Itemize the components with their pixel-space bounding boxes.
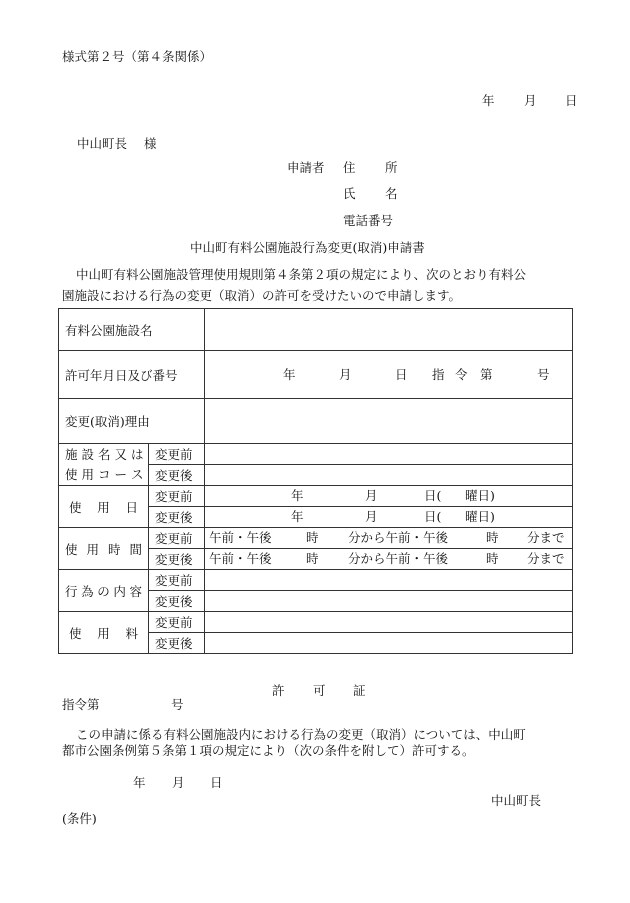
ut-3: 時 <box>107 541 121 557</box>
applicant-name-label-2: 名 <box>385 186 398 201</box>
reason-field[interactable] <box>205 399 573 444</box>
ut-before-hour: 時 <box>306 530 319 545</box>
ct-3: の <box>97 583 110 599</box>
fc1-1: 施 <box>65 446 78 462</box>
ut-before-minute-to: 分まで <box>527 530 565 545</box>
permit-order-1: 指 <box>432 366 445 382</box>
application-table <box>58 308 573 654</box>
fee-after-field[interactable] <box>205 633 573 654</box>
ut-after-minute-from: 分から午前・午後 <box>348 551 449 566</box>
applicant-name-label-1: 氏 <box>343 186 356 201</box>
permit-date-year: 年 <box>133 775 146 790</box>
ut-before-ampm: 午前・午後 <box>209 530 272 545</box>
permit-date-month: 月 <box>172 775 185 790</box>
facility-course-line-1 <box>65 445 142 465</box>
intro-line-2: 園施設における行為の変更（取消）の許可を受けたいので申請します。 <box>62 288 462 303</box>
ud-before-weekday: 曜日) <box>465 488 495 503</box>
facility-course-before-field[interactable] <box>205 444 573 465</box>
facility-course-after-label: 変更後 <box>149 465 205 486</box>
applicant-address-label-2: 所 <box>385 160 398 175</box>
content-before-field[interactable] <box>205 570 573 591</box>
ut-after-hour2: 時 <box>486 551 499 566</box>
fc2-1: 使 <box>65 466 78 482</box>
use-day-label <box>59 486 149 528</box>
permit-number: 号 <box>537 366 550 382</box>
permit-title-1: 許 <box>272 683 285 698</box>
use-day-after-label: 変更後 <box>149 507 205 528</box>
intro-line-1: 中山町有料公園施設管理使用規則第４条第２項の規定により、次のとおり有料公 <box>76 267 527 282</box>
fee-label <box>59 612 149 654</box>
ut-before-minute-from: 分から午前・午後 <box>348 530 449 545</box>
ut-1: 使 <box>65 541 78 557</box>
permit-date-field[interactable] <box>205 351 573 399</box>
applicant-phone-label: 電話番号 <box>343 213 394 228</box>
fee-before-field[interactable] <box>205 612 573 633</box>
fee-3: 料 <box>125 625 138 641</box>
ud-after-year: 年 <box>291 509 304 524</box>
form-number: 様式第２号（第４条関係） <box>62 49 213 64</box>
fc1-2: 設 <box>81 446 95 462</box>
permit-date-label: 許可年月日及び番号 <box>59 351 205 399</box>
row-fee-before <box>59 612 573 633</box>
ut-after-ampm: 午前・午後 <box>209 551 272 566</box>
ud-after-month: 月 <box>365 509 378 524</box>
ut-2: 用 <box>86 541 99 557</box>
ud-1: 使 <box>69 499 82 515</box>
fc2-5: ス <box>131 466 144 482</box>
use-day-after-field[interactable] <box>205 507 573 528</box>
header-date-year: 年 <box>482 93 495 108</box>
permit-date-day: 日 <box>210 775 223 790</box>
permit-order-3: 第 <box>480 366 493 382</box>
ut-after-minute-to: 分まで <box>527 551 565 566</box>
reason-label: 変更(取消)理由 <box>59 399 205 444</box>
fc1-4: 又 <box>114 446 128 462</box>
ud-before-year: 年 <box>291 488 304 503</box>
use-time-after-field[interactable] <box>205 549 573 570</box>
permit-title-2: 可 <box>313 683 326 698</box>
applicant-address-label-1: 住 <box>343 160 356 175</box>
row-use-time-before <box>59 528 573 549</box>
ut-before-hour2: 時 <box>486 530 499 545</box>
permit-order-suffix: 号 <box>171 697 184 712</box>
fee-after-label: 変更後 <box>149 633 205 654</box>
facility-course-label <box>59 444 149 486</box>
row-facility-course-before <box>59 444 573 465</box>
fee-before-label: 変更前 <box>149 612 205 633</box>
ct-5: 容 <box>129 583 142 599</box>
permit-year: 年 <box>283 366 296 382</box>
ct-1: 行 <box>65 583 78 599</box>
content-after-label: 変更後 <box>149 591 205 612</box>
use-time-before-field[interactable] <box>205 528 573 549</box>
row-permit-date <box>59 351 573 399</box>
content-label <box>59 570 149 612</box>
fee-2: 用 <box>97 625 110 641</box>
ud-before-month: 月 <box>365 488 378 503</box>
ud-2: 用 <box>97 499 110 515</box>
use-time-after-label: 変更後 <box>149 549 205 570</box>
fc1-5: は <box>131 446 144 462</box>
permit-signer: 中山町長 <box>491 793 542 808</box>
facility-name-field[interactable] <box>205 309 573 351</box>
permit-body-line-2: 都市公園条例第５条第１項の規定により（次の条件を附して）許可する。 <box>62 743 475 758</box>
facility-course-line-2 <box>65 465 142 485</box>
permit-day: 日 <box>395 366 408 382</box>
facility-name-label: 有料公園施設名 <box>59 309 205 351</box>
row-use-day-before <box>59 486 573 507</box>
ut-4: 間 <box>129 541 142 557</box>
content-after-field[interactable] <box>205 591 573 612</box>
ut-after-hour: 時 <box>306 551 319 566</box>
addressee-name: 中山町長 <box>77 136 128 151</box>
ct-4: 内 <box>113 583 126 599</box>
applicant-label: 申請者 <box>287 160 325 175</box>
fc2-3: コ <box>98 466 111 482</box>
use-day-before-label: 変更前 <box>149 486 205 507</box>
row-reason <box>59 399 573 444</box>
facility-course-after-field[interactable] <box>205 465 573 486</box>
ud-before-day: 日( <box>424 488 442 503</box>
permit-order-2: 令 <box>455 366 468 382</box>
ud-after-weekday: 曜日) <box>465 509 495 524</box>
fc2-2: 用 <box>81 466 95 482</box>
permit-order-label: 指令第 <box>62 697 100 712</box>
use-time-before-label: 変更前 <box>149 528 205 549</box>
use-time-label <box>59 528 149 570</box>
use-day-before-field[interactable] <box>205 486 573 507</box>
document-title: 中山町有料公園施設行為変更(取消)申請書 <box>190 240 425 255</box>
fee-1: 使 <box>69 625 82 641</box>
permit-conditions: (条件) <box>62 811 97 826</box>
content-before-label: 変更前 <box>149 570 205 591</box>
permit-month: 月 <box>339 366 352 382</box>
row-facility-name <box>59 309 573 351</box>
addressee-honorific: 様 <box>144 136 157 151</box>
ud-3: 日 <box>125 499 138 515</box>
header-date-day: 日 <box>565 93 578 108</box>
permit-body-line-1: この申請に係る有料公園施設内における行為の変更（取消）については、中山町 <box>76 727 526 742</box>
header-date-month: 月 <box>524 93 537 108</box>
ct-2: 為 <box>81 583 94 599</box>
permit-title-3: 証 <box>353 683 366 698</box>
fc2-4: ー <box>114 466 128 482</box>
facility-course-before-label: 変更前 <box>149 444 205 465</box>
fc1-3: 名 <box>98 446 111 462</box>
ud-after-day: 日( <box>424 509 442 524</box>
row-content-before <box>59 570 573 591</box>
